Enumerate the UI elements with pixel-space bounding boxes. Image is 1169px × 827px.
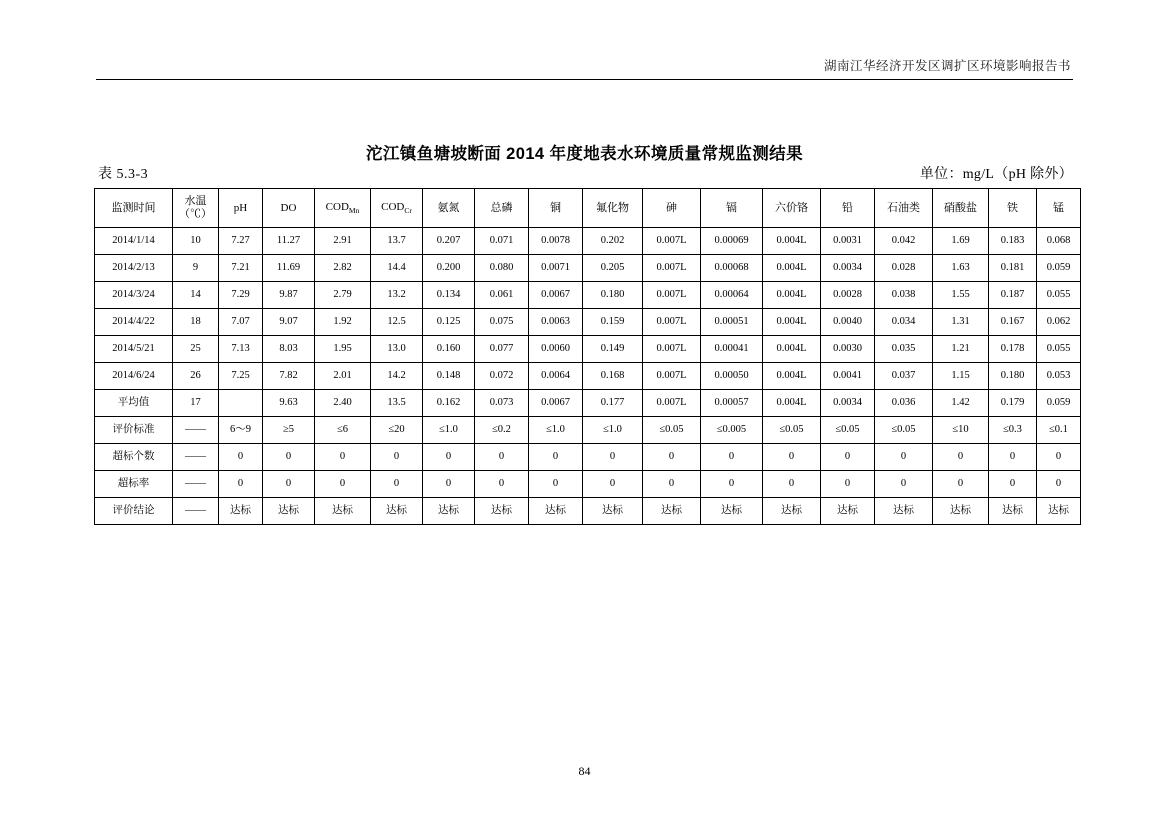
table-cell: 11.69 — [263, 255, 315, 282]
table-cell: ≤1.0 — [583, 417, 643, 444]
table-cell: ≤0.2 — [475, 417, 529, 444]
table-cell: 0 — [933, 444, 989, 471]
table-cell: 0.007L — [643, 390, 701, 417]
table-cell: 0 — [821, 444, 875, 471]
table-cell: 0 — [1037, 471, 1081, 498]
table-cell: 0.038 — [875, 282, 933, 309]
table-cell: 0 — [423, 444, 475, 471]
table-cell: 0.125 — [423, 309, 475, 336]
table-cell: 0.007L — [643, 228, 701, 255]
table-cell: 0.072 — [475, 363, 529, 390]
table-row — [95, 498, 1081, 525]
table-cell: 0.004L — [763, 282, 821, 309]
table-cell: 0.00069 — [701, 228, 763, 255]
table-cell: 7.25 — [219, 363, 263, 390]
table-cell: 0.0034 — [821, 390, 875, 417]
table-cell: 0.134 — [423, 282, 475, 309]
table-cell: 0.0041 — [821, 363, 875, 390]
table-cell: 9.87 — [263, 282, 315, 309]
table-cell: 0.077 — [475, 336, 529, 363]
table-cell: 1.92 — [315, 309, 371, 336]
table-cell: 0.055 — [1037, 282, 1081, 309]
row-header: 超标率 — [95, 471, 173, 498]
table-cell: 达标 — [371, 498, 423, 525]
table-cell: 0.004L — [763, 309, 821, 336]
table-cell: 0 — [583, 444, 643, 471]
table-cell: 0.180 — [583, 282, 643, 309]
header-divider — [96, 79, 1073, 80]
table-title: 沱江镇鱼塘坡断面 2014 年度地表水环境质量常规监测结果 — [366, 145, 803, 163]
table-cell: 13.2 — [371, 282, 423, 309]
table-cell: ≤10 — [933, 417, 989, 444]
table-cell: 0.0064 — [529, 363, 583, 390]
table-cell: 达标 — [423, 498, 475, 525]
table-cell: 0 — [763, 471, 821, 498]
table-cell: 0 — [423, 471, 475, 498]
table-cell: 6～9 — [219, 417, 263, 444]
table-cell: 0.0060 — [529, 336, 583, 363]
row-header: 超标个数 — [95, 444, 173, 471]
table-cell: ≥5 — [263, 417, 315, 444]
table-cell: —— — [173, 444, 219, 471]
column-header: 铁 — [989, 189, 1037, 228]
table-cell: 0.037 — [875, 363, 933, 390]
column-header: 硝酸盐 — [933, 189, 989, 228]
page-number: 84 — [578, 764, 591, 778]
table-cell: 0.200 — [423, 255, 475, 282]
table-cell: 17 — [173, 390, 219, 417]
column-header: pH — [219, 189, 263, 228]
table-cell: 0 — [875, 471, 933, 498]
table-cell: 1.55 — [933, 282, 989, 309]
table-cell: 0 — [933, 471, 989, 498]
table-cell: 7.27 — [219, 228, 263, 255]
table-row — [95, 309, 1081, 336]
table-cell: ≤0.05 — [875, 417, 933, 444]
table-cell: ≤0.05 — [821, 417, 875, 444]
table-cell: 2.40 — [315, 390, 371, 417]
table-cell: 9.07 — [263, 309, 315, 336]
table-cell: 0.075 — [475, 309, 529, 336]
table-cell: 达标 — [643, 498, 701, 525]
table-cell: 0.00057 — [701, 390, 763, 417]
table-cell: 0.071 — [475, 228, 529, 255]
table-cell: 1.42 — [933, 390, 989, 417]
table-cell: 1.69 — [933, 228, 989, 255]
table-cell: 13.5 — [371, 390, 423, 417]
table-cell: ≤1.0 — [529, 417, 583, 444]
table-cell: 0.205 — [583, 255, 643, 282]
table-cell: 0 — [583, 471, 643, 498]
table-cell: 0.062 — [1037, 309, 1081, 336]
table-cell: 0 — [763, 444, 821, 471]
column-header: 氨氮 — [423, 189, 475, 228]
table-cell: 0.080 — [475, 255, 529, 282]
table-cell: 0.202 — [583, 228, 643, 255]
table-cell: 0.177 — [583, 390, 643, 417]
table-cell: 0.0078 — [529, 228, 583, 255]
table-cell: 0.207 — [423, 228, 475, 255]
table-cell: 0.059 — [1037, 255, 1081, 282]
table-cell: 9 — [173, 255, 219, 282]
column-header: 监测时间 — [95, 189, 173, 228]
table-cell: 8.03 — [263, 336, 315, 363]
table-cell: 0.004L — [763, 363, 821, 390]
table-cell: 0 — [219, 471, 263, 498]
table-cell: 0.0067 — [529, 390, 583, 417]
table-number: 表 5.3-3 — [98, 167, 149, 182]
table-cell: 0.007L — [643, 363, 701, 390]
table-cell: 0.167 — [989, 309, 1037, 336]
table-cell: 0 — [263, 471, 315, 498]
table-cell: 7.29 — [219, 282, 263, 309]
table-row — [95, 417, 1081, 444]
table-cell: 0 — [643, 471, 701, 498]
table-cell: 2.79 — [315, 282, 371, 309]
row-header: 2014/1/14 — [95, 228, 173, 255]
row-header: 2014/5/21 — [95, 336, 173, 363]
table-cell: 0.004L — [763, 255, 821, 282]
table-cell: 0.0063 — [529, 309, 583, 336]
table-cell: 达标 — [529, 498, 583, 525]
table-cell: ≤0.1 — [1037, 417, 1081, 444]
table-cell: 1.15 — [933, 363, 989, 390]
table-cell: 0.0030 — [821, 336, 875, 363]
table-cell: 25 — [173, 336, 219, 363]
table-cell: 0 — [643, 444, 701, 471]
table-cell: 达标 — [821, 498, 875, 525]
unit-note: 单位：mg/L（pH 除外） — [919, 167, 1073, 182]
column-header: 氟化物 — [583, 189, 643, 228]
table-cell: 0.007L — [643, 309, 701, 336]
table-row — [95, 255, 1081, 282]
table-cell: 13.0 — [371, 336, 423, 363]
column-header: DO — [263, 189, 315, 228]
table-cell: 7.07 — [219, 309, 263, 336]
table-cell: ≤20 — [371, 417, 423, 444]
table-cell: 0 — [315, 444, 371, 471]
table-cell: 达标 — [763, 498, 821, 525]
table-cell: 0.059 — [1037, 390, 1081, 417]
table-cell: 达标 — [989, 498, 1037, 525]
table-cell: 0.0034 — [821, 255, 875, 282]
table-cell: 0.055 — [1037, 336, 1081, 363]
table-cell: 达标 — [583, 498, 643, 525]
table-cell: 0.036 — [875, 390, 933, 417]
table-cell: 达标 — [315, 498, 371, 525]
table-cell: 0.053 — [1037, 363, 1081, 390]
table-cell: 0.073 — [475, 390, 529, 417]
table-cell: 12.5 — [371, 309, 423, 336]
table-cell: 26 — [173, 363, 219, 390]
table-row — [95, 390, 1081, 417]
table-cell: 0.0040 — [821, 309, 875, 336]
table-cell: 2.82 — [315, 255, 371, 282]
table-cell: 0 — [989, 444, 1037, 471]
row-header: 2014/6/24 — [95, 363, 173, 390]
page-header — [96, 56, 1073, 80]
table-row — [95, 336, 1081, 363]
table-cell: 14.4 — [371, 255, 423, 282]
table-cell: 0.187 — [989, 282, 1037, 309]
table-row — [95, 444, 1081, 471]
table-cell: 1.21 — [933, 336, 989, 363]
table-cell: 7.13 — [219, 336, 263, 363]
table-cell: ≤1.0 — [423, 417, 475, 444]
table-cell: 1.95 — [315, 336, 371, 363]
row-header: 评价标准 — [95, 417, 173, 444]
table-cell: 0.168 — [583, 363, 643, 390]
table-cell: 达标 — [1037, 498, 1081, 525]
table-cell: ≤0.3 — [989, 417, 1037, 444]
column-header: 砷 — [643, 189, 701, 228]
table-cell: 0 — [475, 471, 529, 498]
column-header: $COD_{Mn}$ — [315, 189, 371, 228]
table-row — [95, 228, 1081, 255]
table-cell: 达标 — [701, 498, 763, 525]
table-cell: 0.160 — [423, 336, 475, 363]
table-cell: 0 — [701, 471, 763, 498]
table-cell: 0 — [875, 444, 933, 471]
table-cell: 0.178 — [989, 336, 1037, 363]
table-row — [95, 282, 1081, 309]
table-cell: —— — [173, 417, 219, 444]
table-cell: 0.183 — [989, 228, 1037, 255]
column-header: 石油类 — [875, 189, 933, 228]
row-header: 2014/2/13 — [95, 255, 173, 282]
table-cell: 0.00068 — [701, 255, 763, 282]
table-cell: 0.004L — [763, 390, 821, 417]
table-cell: 0 — [529, 471, 583, 498]
table-cell: 0.0028 — [821, 282, 875, 309]
running-head: 湖南江华经济开发区调扩区环境影响报告书 — [823, 59, 1071, 73]
table-cell: 0.007L — [643, 336, 701, 363]
table-cell: 0 — [701, 444, 763, 471]
table-cell: 10 — [173, 228, 219, 255]
table-cell: 0.181 — [989, 255, 1037, 282]
monitoring-results-table — [94, 188, 1076, 525]
table-cell: 0 — [315, 471, 371, 498]
column-header: 铜 — [529, 189, 583, 228]
column-header: 镉 — [701, 189, 763, 228]
table-cell: 0 — [1037, 444, 1081, 471]
table-cell: 0.0031 — [821, 228, 875, 255]
table-cell: 0.180 — [989, 363, 1037, 390]
table-cell: 0.00041 — [701, 336, 763, 363]
table-cell: 0.034 — [875, 309, 933, 336]
table-cell: 0 — [475, 444, 529, 471]
table-cell: —— — [173, 498, 219, 525]
table-cell: 9.63 — [263, 390, 315, 417]
table-cell: 0 — [529, 444, 583, 471]
table-cell: 0.162 — [423, 390, 475, 417]
table-cell: 0 — [821, 471, 875, 498]
table-cell: 达标 — [933, 498, 989, 525]
table-cell: 0.179 — [989, 390, 1037, 417]
table-cell: —— — [173, 471, 219, 498]
table-cell: 7.82 — [263, 363, 315, 390]
table-cell: 14 — [173, 282, 219, 309]
table-cell: 0 — [371, 444, 423, 471]
table-cell: 18 — [173, 309, 219, 336]
table-cell: 0 — [263, 444, 315, 471]
table-cell: 0.00051 — [701, 309, 763, 336]
table-cell: 达标 — [875, 498, 933, 525]
table-row — [95, 363, 1081, 390]
table-cell: 0.0071 — [529, 255, 583, 282]
table-cell: 13.7 — [371, 228, 423, 255]
column-header: 铅 — [821, 189, 875, 228]
column-header: 水温 （℃） — [173, 189, 219, 228]
table-cell: 0.149 — [583, 336, 643, 363]
table-row — [95, 471, 1081, 498]
table-cell: 0.004L — [763, 228, 821, 255]
table-cell: 1.63 — [933, 255, 989, 282]
table-cell: 1.31 — [933, 309, 989, 336]
table-cell: 0.042 — [875, 228, 933, 255]
table-cell: 达标 — [475, 498, 529, 525]
table-cell: 0.035 — [875, 336, 933, 363]
table-cell: 0.00050 — [701, 363, 763, 390]
table-cell: 0.159 — [583, 309, 643, 336]
table-cell: ≤6 — [315, 417, 371, 444]
column-header: $COD_{Cr}$ — [371, 189, 423, 228]
table-cell: 0.004L — [763, 336, 821, 363]
table-cell: 0 — [219, 444, 263, 471]
row-header: 2014/3/24 — [95, 282, 173, 309]
table-cell: 0.148 — [423, 363, 475, 390]
table-cell: 达标 — [219, 498, 263, 525]
table-cell: 0.00064 — [701, 282, 763, 309]
column-header: 锰 — [1037, 189, 1081, 228]
column-header: 六价铬 — [763, 189, 821, 228]
row-header: 评价结论 — [95, 498, 173, 525]
table-cell: 0.068 — [1037, 228, 1081, 255]
column-header: 总磷 — [475, 189, 529, 228]
table-cell: 0 — [371, 471, 423, 498]
table-cell: 0.007L — [643, 282, 701, 309]
table-cell: 达标 — [263, 498, 315, 525]
table-cell: 0 — [989, 471, 1037, 498]
table-cell: 7.21 — [219, 255, 263, 282]
table-cell: 0.061 — [475, 282, 529, 309]
row-header: 2014/4/22 — [95, 309, 173, 336]
table-cell: 0.028 — [875, 255, 933, 282]
table-cell: 14.2 — [371, 363, 423, 390]
table-cell: ≤0.05 — [763, 417, 821, 444]
table-cell — [219, 390, 263, 417]
table-header-row — [95, 189, 1081, 228]
table-cell: 11.27 — [263, 228, 315, 255]
table-cell: 2.91 — [315, 228, 371, 255]
table-cell: 0.007L — [643, 255, 701, 282]
table-cell: ≤0.005 — [701, 417, 763, 444]
table-cell: 0.0067 — [529, 282, 583, 309]
table-cell: 2.01 — [315, 363, 371, 390]
table-cell: ≤0.05 — [643, 417, 701, 444]
row-header: 平均值 — [95, 390, 173, 417]
